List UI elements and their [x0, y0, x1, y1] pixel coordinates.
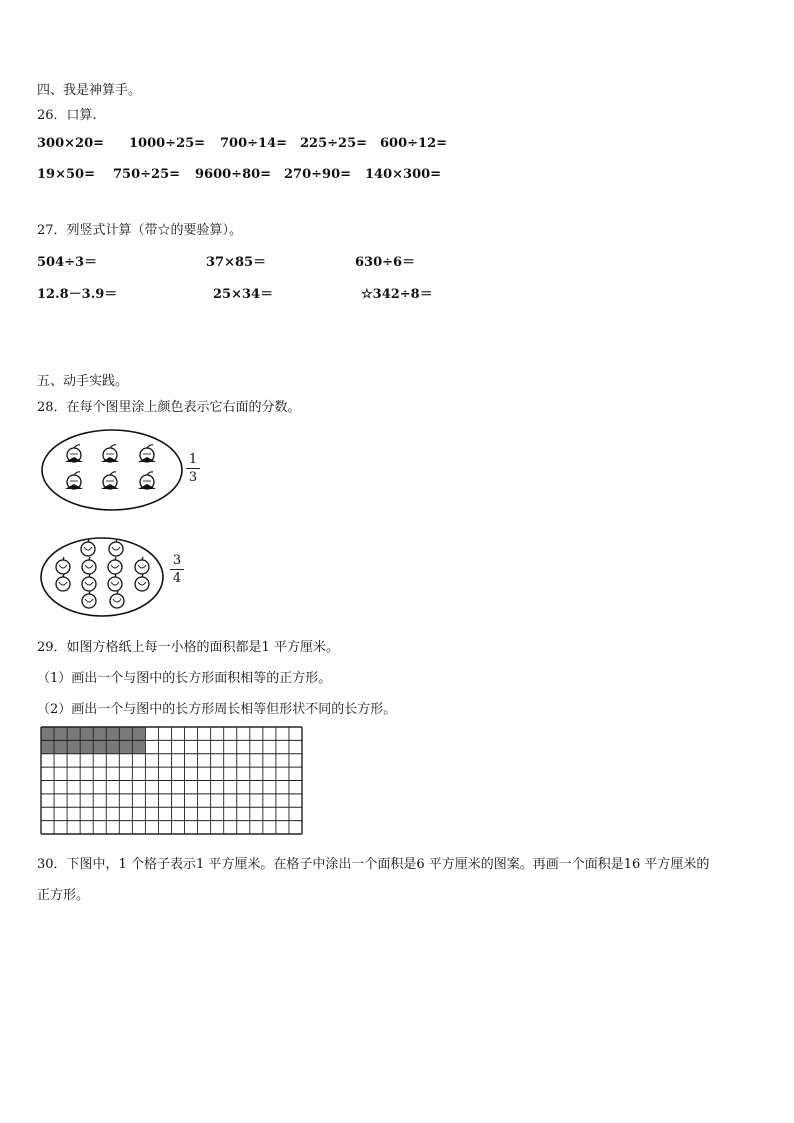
q27-r2-c1: 12.8－3.9＝	[37, 287, 118, 302]
section-5-heading: 五、动手实践。	[37, 374, 129, 389]
q28-fraction-2-numerator: 3	[172, 553, 182, 568]
q28-fraction-2-denominator: 4	[172, 571, 182, 586]
apple-icon	[82, 574, 96, 591]
apple-icon	[108, 574, 122, 591]
q30-text-line-1: 30．下图中，1 个格子表示1 平方厘米。在格子中涂出一个面积是6 平方厘米的图案。再画一个面积是16 平方厘米的	[37, 857, 710, 872]
q28-fraction-1-denominator: 3	[188, 470, 198, 485]
q26-r2-c1: 19×50=	[37, 167, 95, 182]
q27-r1-c1: 504÷3＝	[37, 255, 98, 270]
apple-icon	[82, 591, 96, 608]
q26-r1-c1: 300×20=	[37, 136, 105, 151]
q29-grid-paper	[41, 727, 303, 835]
apple-icon	[56, 557, 70, 574]
fraction-bar	[186, 468, 200, 469]
fruit-icon	[101, 445, 119, 462]
section-4-heading: 四、我是神算手。	[37, 83, 142, 98]
q26-r1-c4: 225÷25=	[300, 136, 368, 151]
q26-r2-c2: 750÷25=	[113, 167, 181, 182]
fraction-bar	[170, 569, 184, 570]
fruit-icon	[138, 472, 156, 489]
q26-r2-c4: 270÷90=	[284, 167, 352, 182]
q30-text-line-2: 正方形。	[37, 888, 90, 903]
fruit-icon	[65, 445, 83, 462]
q28-title: 28．在每个图里涂上颜色表示它右面的分数。	[37, 400, 301, 415]
apple-icon	[109, 539, 123, 556]
q26-r1-c5: 600÷12=	[380, 136, 448, 151]
fruit-icon	[65, 472, 83, 489]
q26-r1-c3: 700÷14=	[220, 136, 288, 151]
q27-r2-c3: ☆342÷8＝	[361, 287, 433, 302]
apple-icon	[135, 557, 149, 574]
q29-title: 29．如图方格纸上每一小格的面积都是1 平方厘米。	[37, 640, 339, 655]
q29-part-1: （1）画出一个与图中的长方形面积相等的正方形。	[37, 671, 332, 686]
q26-r1-c2: 1000÷25=	[129, 136, 206, 151]
q28-fraction-1	[186, 452, 200, 485]
fruit-icon	[138, 445, 156, 462]
q26-r2-c3: 9600÷80=	[195, 167, 272, 182]
q27-r1-c3: 630÷6＝	[355, 255, 416, 270]
q28-fraction-1-numerator: 1	[188, 452, 198, 467]
q29-part-2: （2）画出一个与图中的长方形周长相等但形状不同的长方形。	[37, 702, 397, 717]
apple-icon	[56, 574, 70, 591]
q27-title: 27．列竖式计算（带☆的要验算）。	[37, 223, 243, 238]
apple-icon	[81, 539, 95, 556]
apple-icon	[82, 557, 96, 574]
q28-fraction-2	[170, 553, 184, 586]
apple-icon	[110, 591, 124, 608]
q28-figure-1-oval	[40, 428, 185, 513]
apple-icon	[108, 557, 122, 574]
q27-r2-c2: 25×34＝	[213, 287, 274, 302]
q26-title: 26．口算.	[37, 108, 97, 123]
q27-r1-c2: 37×85＝	[206, 255, 267, 270]
apple-icon	[135, 574, 149, 591]
q28-figure-2-oval	[40, 537, 165, 617]
q26-r2-c5: 140×300=	[365, 167, 442, 182]
fruit-icon	[101, 472, 119, 489]
